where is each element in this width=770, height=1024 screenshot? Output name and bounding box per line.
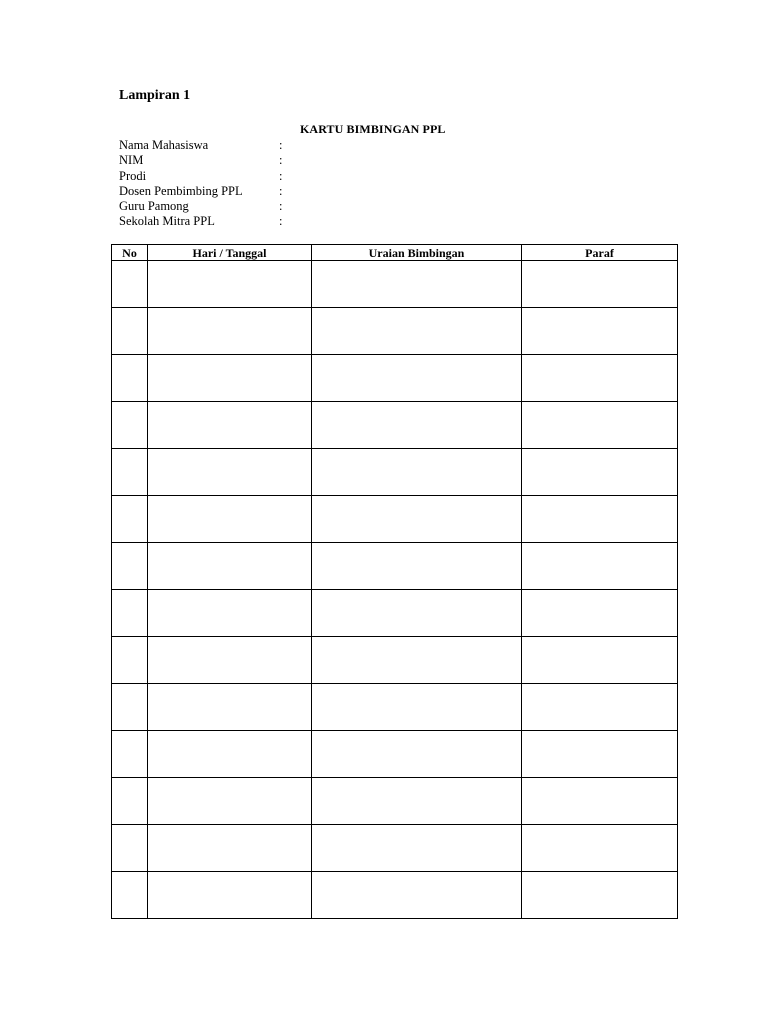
table-row [112, 731, 678, 778]
cell-date[interactable] [148, 543, 312, 590]
cell-date[interactable] [148, 731, 312, 778]
appendix-label: Lampiran 1 [119, 88, 191, 103]
cell-description[interactable] [312, 825, 522, 872]
cell-signature[interactable] [522, 637, 678, 684]
table-body [112, 261, 678, 919]
table-row [112, 637, 678, 684]
cell-signature[interactable] [522, 872, 678, 919]
supervisor-value [289, 184, 489, 199]
cell-no[interactable] [112, 872, 148, 919]
field-row-student-name [119, 138, 489, 153]
header-date: Hari / Tanggal [148, 245, 312, 261]
cell-description[interactable] [312, 449, 522, 496]
study-program-value [289, 169, 489, 184]
document-title: KARTU BIMBINGAN PPL [300, 122, 446, 136]
header-description: Uraian Bimbingan [312, 245, 522, 261]
header-no: No [112, 245, 148, 261]
nim-value [289, 153, 489, 168]
cell-no[interactable] [112, 402, 148, 449]
cell-description[interactable] [312, 590, 522, 637]
field-label: Nama Mahasiswa [119, 138, 209, 152]
cell-description[interactable] [312, 543, 522, 590]
field-colon: : [279, 183, 283, 198]
cell-signature[interactable] [522, 496, 678, 543]
field-row-nim [119, 153, 489, 168]
cell-date[interactable] [148, 825, 312, 872]
field-colon: : [279, 214, 283, 229]
cell-date[interactable] [148, 308, 312, 355]
table-row [112, 590, 678, 637]
field-row-partner-school [119, 214, 489, 229]
cell-signature[interactable] [522, 449, 678, 496]
field-row-supervisor [119, 184, 489, 199]
cell-signature[interactable] [522, 778, 678, 825]
table-row [112, 496, 678, 543]
cell-no[interactable] [112, 731, 148, 778]
student-info-fields [119, 138, 489, 230]
cell-date[interactable] [148, 496, 312, 543]
cell-date[interactable] [148, 402, 312, 449]
student-name-value [289, 138, 489, 153]
table-row [112, 684, 678, 731]
cell-signature[interactable] [522, 590, 678, 637]
cell-date[interactable] [148, 872, 312, 919]
table-row [112, 449, 678, 496]
field-row-study-program [119, 169, 489, 184]
field-label: Sekolah Mitra PPL [119, 214, 215, 229]
cell-signature[interactable] [522, 261, 678, 308]
cell-signature[interactable] [522, 355, 678, 402]
cell-description[interactable] [312, 308, 522, 355]
cell-signature[interactable] [522, 308, 678, 355]
cell-description[interactable] [312, 778, 522, 825]
field-row-mentor-teacher [119, 199, 489, 214]
cell-description[interactable] [312, 731, 522, 778]
cell-description[interactable] [312, 355, 522, 402]
field-colon: : [279, 199, 283, 214]
field-colon: : [279, 153, 283, 168]
cell-date[interactable] [148, 449, 312, 496]
cell-description[interactable] [312, 402, 522, 449]
cell-description[interactable] [312, 684, 522, 731]
cell-no[interactable] [112, 825, 148, 872]
cell-no[interactable] [112, 590, 148, 637]
cell-date[interactable] [148, 637, 312, 684]
field-label: Prodi [119, 168, 147, 183]
cell-date[interactable] [148, 590, 312, 637]
cell-description[interactable] [312, 261, 522, 308]
cell-date[interactable] [148, 355, 312, 402]
field-label: Dosen Pembimbing PPL [119, 183, 243, 198]
cell-signature[interactable] [522, 825, 678, 872]
cell-no[interactable] [112, 637, 148, 684]
cell-signature[interactable] [522, 543, 678, 590]
cell-signature[interactable] [522, 402, 678, 449]
field-colon: : [279, 168, 283, 183]
cell-no[interactable] [112, 355, 148, 402]
cell-date[interactable] [148, 684, 312, 731]
cell-no[interactable] [112, 778, 148, 825]
cell-description[interactable] [312, 496, 522, 543]
table-header-row [112, 245, 678, 261]
header-signature: Paraf [522, 245, 678, 261]
cell-description[interactable] [312, 637, 522, 684]
field-label: Guru Pamong [119, 199, 189, 214]
table-row [112, 543, 678, 590]
cell-date[interactable] [148, 778, 312, 825]
guidance-log-table [111, 244, 678, 919]
table-row [112, 778, 678, 825]
cell-no[interactable] [112, 684, 148, 731]
cell-no[interactable] [112, 449, 148, 496]
table-row [112, 308, 678, 355]
field-label: NIM [119, 153, 144, 168]
cell-description[interactable] [312, 872, 522, 919]
cell-no[interactable] [112, 496, 148, 543]
cell-no[interactable] [112, 543, 148, 590]
table-row [112, 872, 678, 919]
table-row [112, 825, 678, 872]
mentor-teacher-value [289, 199, 489, 214]
cell-date[interactable] [148, 261, 312, 308]
table-row [112, 261, 678, 308]
cell-no[interactable] [112, 261, 148, 308]
table-row [112, 402, 678, 449]
cell-signature[interactable] [522, 684, 678, 731]
partner-school-value [289, 214, 489, 229]
cell-no[interactable] [112, 308, 148, 355]
field-colon: : [279, 138, 283, 152]
table-row [112, 355, 678, 402]
cell-signature[interactable] [522, 731, 678, 778]
